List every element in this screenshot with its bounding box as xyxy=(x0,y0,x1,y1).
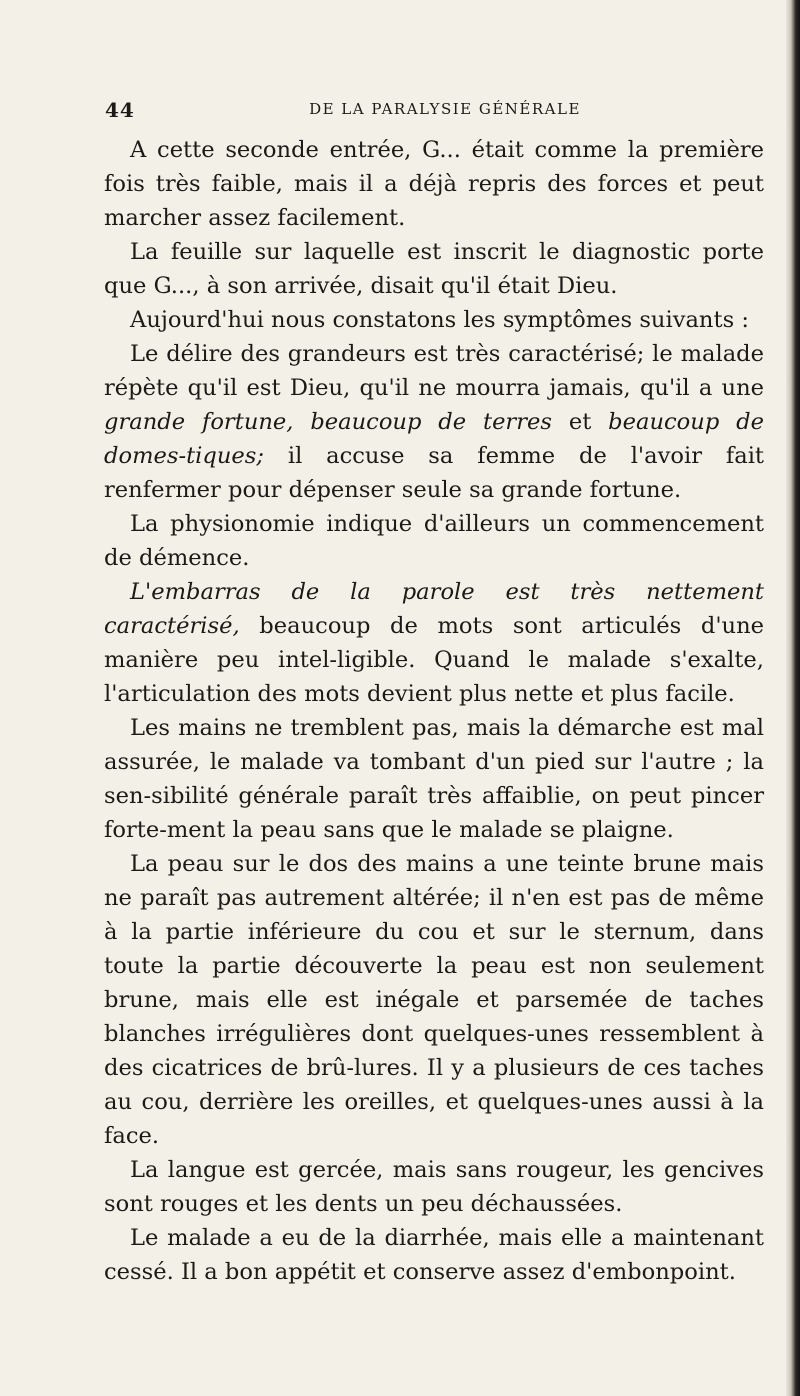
paragraph xyxy=(104,337,764,507)
page-body xyxy=(104,133,764,1289)
paragraph-text: il accuse sa femme de l'avoir fait renfermer pour dépenser seule sa grande fortune. xyxy=(104,443,764,503)
paragraph-text: beaucoup de mots sont articulés d'une manière peu intel-ligible. Quand le malade s'exalte, l'articulation des mots devient plus nette et plus facile. xyxy=(104,613,764,707)
page-binding-edge xyxy=(786,0,800,1396)
italic-text: grande fortune, beaucoup de terres xyxy=(104,409,553,435)
italic-text: L'embarras de la parole est très nettement caractérisé, xyxy=(104,579,764,639)
paragraph-text: et xyxy=(552,409,609,435)
paragraph: La peau sur le dos des mains a une teinte brune mais ne paraît pas autrement altérée; il n'en est pas de même à la partie inférieure du cou et sur le sternum, dans toute la partie découverte la peau est non seulement brune, mais elle est inégale et parsemée de taches blanches irrégulières dont quelques-unes ressemblent à des cicatrices de brû-lures. Il y a plusieurs de ces taches au cou, derrière les oreilles, et quelques-unes aussi à la face. xyxy=(104,851,764,1149)
running-title: DE LA PARALYSIE GÉNÉRALE xyxy=(309,100,581,118)
paragraph-text: Le délire des grandeurs est très caractérisé; le malade répète qu'il est Dieu, qu'il ne mourra jamais, qu'il a une xyxy=(104,341,764,401)
page-header xyxy=(105,98,745,122)
paragraph: La physionomie indique d'ailleurs un commencement de démence. xyxy=(104,511,764,571)
italic-text: beaucoup de domes-tiques; xyxy=(104,409,764,469)
paragraph xyxy=(104,575,764,711)
paragraph: La langue est gercée, mais sans rougeur, les gencives sont rouges et les dents un peu déchaussées. xyxy=(104,1157,764,1217)
paragraph: A cette seconde entrée, G... était comme la première fois très faible, mais il a déjà repris des forces et peut marcher assez facilement. xyxy=(104,137,764,231)
paragraph: La feuille sur laquelle est inscrit le diagnostic porte que G..., à son arrivée, disait qu'il était Dieu. xyxy=(104,239,764,299)
paragraph: Le malade a eu de la diarrhée, mais elle a maintenant cessé. Il a bon appétit et conserve assez d'embonpoint. xyxy=(104,1225,764,1285)
paragraph: Les mains ne tremblent pas, mais la démarche est mal assurée, le malade va tombant d'un pied sur l'autre ; la sen-sibilité générale paraît très affaiblie, on peut pincer forte-ment la peau sans que le malade se plaigne. xyxy=(104,715,764,843)
paragraph: Aujourd'hui nous constatons les symptômes suivants : xyxy=(130,307,749,333)
page-number: 44 xyxy=(105,98,135,122)
